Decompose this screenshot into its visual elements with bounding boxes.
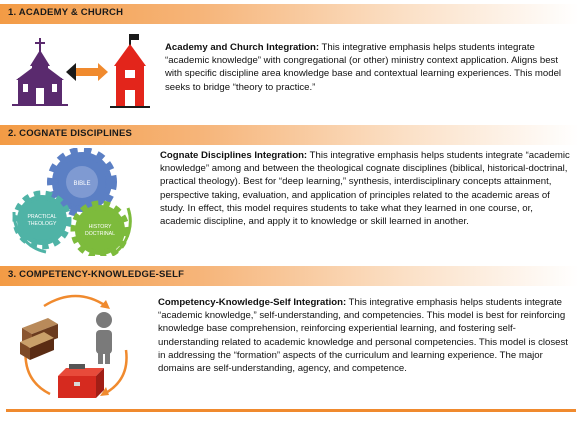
section-2-body: This integrative emphasis helps students integrate “academic knowledge” among and between the theological cognate disciplines (biblical, historical-doctrinal, practical theology). Best for “deep learning,” synthesis, interdisciplinary concepts attainment, perspective taking, evaluation, and application of principles related to the academic areas of study. In effect, this model requires students to take what they learned in one course, or, academic discipline, and apply it to knowledge or skill learned in another. (160, 150, 570, 228)
section-2-title: 2. COGNATE DISCIPLINES (8, 128, 133, 139)
competency-cycle-illustration (14, 290, 140, 408)
schoolhouse-icon (110, 34, 150, 107)
section-3-header (0, 266, 579, 286)
academy-church-illustration (6, 30, 156, 112)
section-1-header (0, 4, 579, 24)
section-2-description (160, 149, 570, 228)
gear-practical-label: PRACTICAL (27, 214, 57, 220)
section-2-header (0, 125, 579, 145)
section-3-lead: Competency-Knowledge-Self Integration: (158, 297, 347, 308)
svg-text:DOCTRINAL: DOCTRINAL (85, 231, 115, 237)
svg-text:THEOLOGY: THEOLOGY (27, 221, 57, 227)
svg-text:HISTORY: HISTORY (88, 224, 112, 230)
toolbox-icon (58, 364, 104, 398)
section-2-lead: Cognate Disciplines Integration: (160, 150, 308, 161)
section-1-description (165, 41, 570, 94)
double-arrow-icon (66, 63, 108, 81)
section-1-title: 1. ACADEMY & CHURCH (8, 7, 124, 18)
books-icon (20, 318, 58, 360)
practical-theology-gear-icon (17, 195, 67, 245)
church-icon (12, 38, 68, 105)
section-3-description (158, 296, 570, 375)
history-doctrinal-gear-icon (75, 205, 125, 255)
section-3-body: This integrative emphasis helps students integrate “academic knowledge,” self-understanding, and competencies. This model is best for reinforcing knowledge base comprehension, reinforcing experiential learning, and fostering self-understanding related to academic knowledge and personal competencies. This model is closest in addressing the “formation” aspects of the curriculum and learning experience. The major domains are self-understanding, agency, and competence. (158, 297, 568, 375)
gear-bible-label: BIBLE (73, 181, 91, 187)
bottom-divider (6, 409, 576, 412)
cognate-gears-illustration (6, 148, 156, 256)
section-1-body: This integrative emphasis helps students integrate “academic knowledge” with congregational (or other) ministry context application. Aligns best with specific discipline area knowledge base and contextual learning experiences. This model seeks to bridge “theory to practice.” (165, 42, 562, 93)
section-3-title: 3. COMPETENCY-KNOWLEDGE-SELF (8, 269, 185, 280)
section-1-lead: Academy and Church Integration: (165, 42, 320, 53)
person-icon (96, 312, 112, 364)
